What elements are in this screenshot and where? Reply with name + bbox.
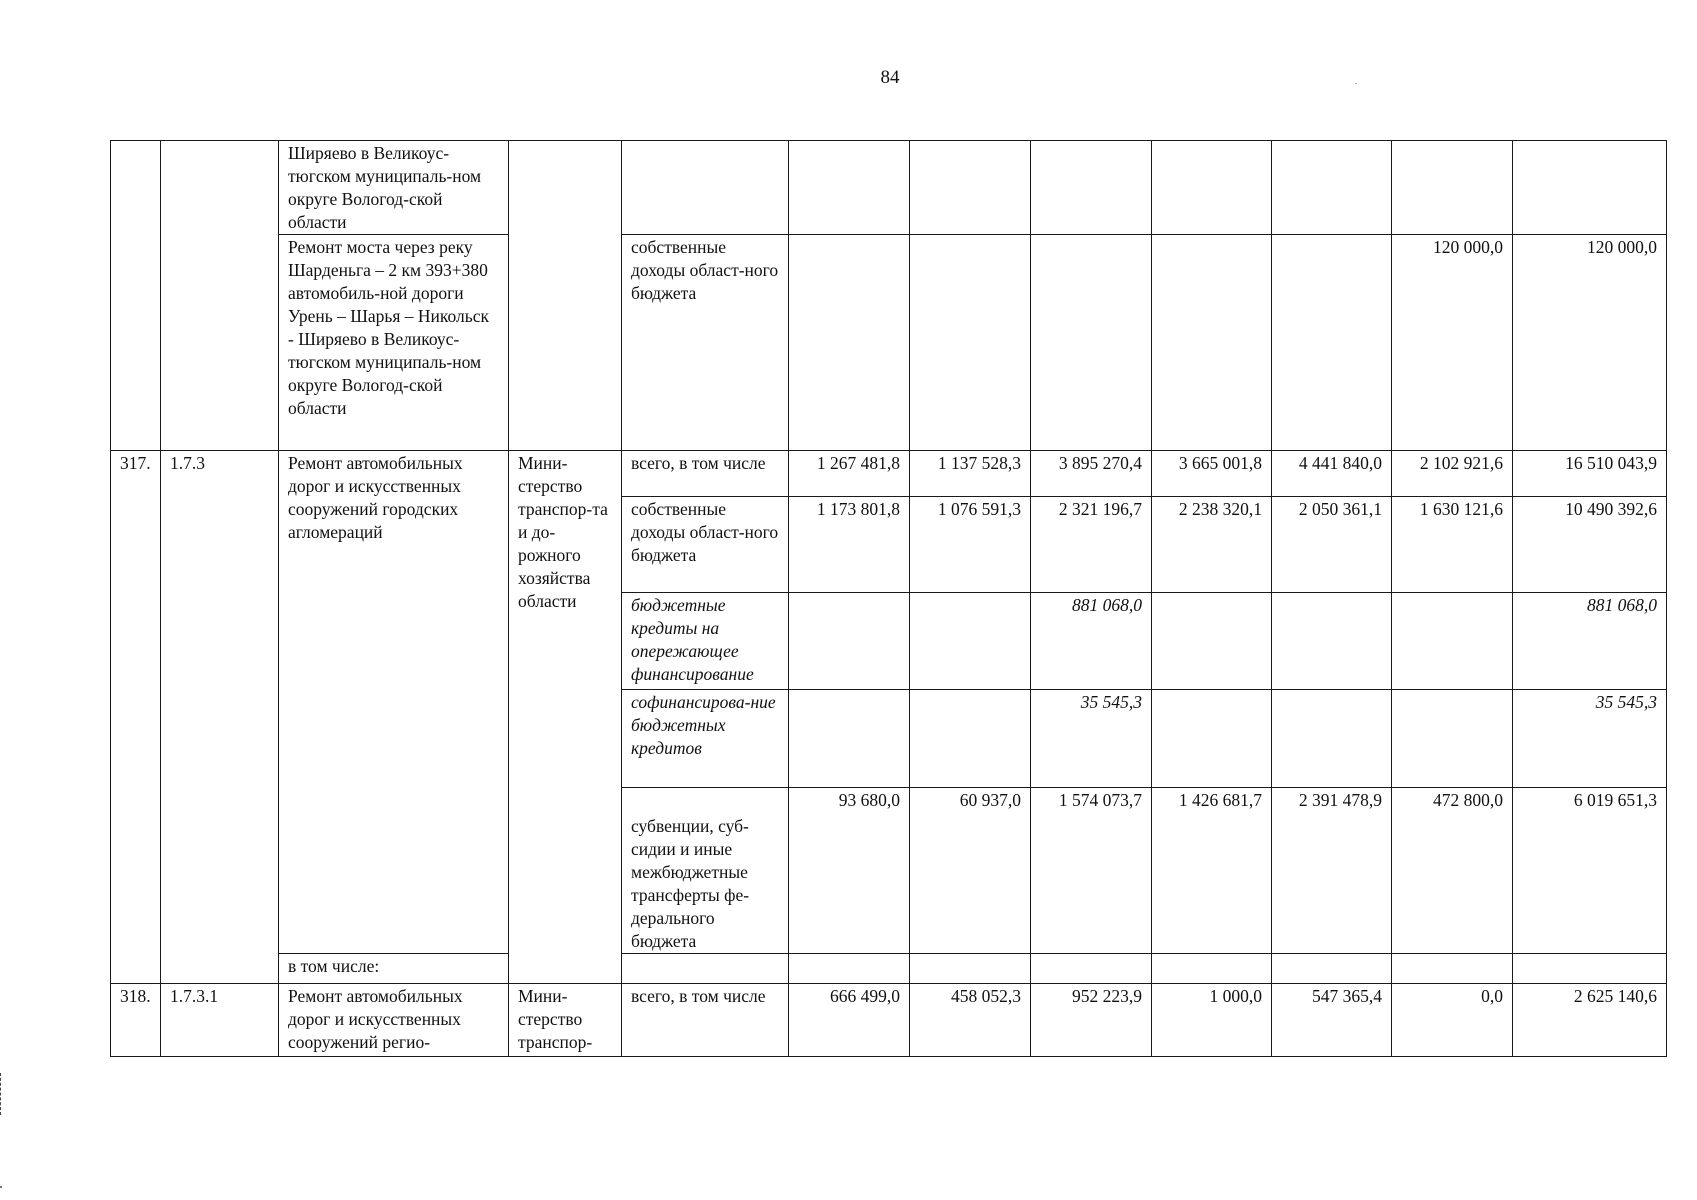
source-cell: всего, в том числе	[622, 451, 789, 497]
total-cell: 2 625 140,6	[1513, 984, 1667, 1057]
total-cell: 35 545,3	[1513, 690, 1667, 788]
total-cell: 120 000,0	[1513, 235, 1667, 451]
value-cell	[1031, 235, 1152, 451]
value-cell: 2 321 196,7	[1031, 497, 1152, 593]
value-cell: 1 574 073,7	[1031, 788, 1152, 954]
value-cell: 1 426 681,7	[1152, 788, 1272, 954]
executor-cell	[509, 141, 622, 451]
value-cell	[910, 593, 1031, 690]
value-cell	[789, 235, 910, 451]
source-cell: собственные доходы област-ного бюджета	[622, 497, 789, 593]
value-cell: 1 137 528,3	[910, 451, 1031, 497]
value-cell: 952 223,9	[1031, 984, 1152, 1057]
value-cell	[1272, 593, 1392, 690]
source-cell: всего, в том числе	[622, 984, 789, 1057]
value-cell: 1 630 121,6	[1392, 497, 1513, 593]
value-cell	[1152, 954, 1272, 984]
page-number: 84	[880, 67, 900, 88]
value-cell	[789, 141, 910, 235]
value-cell	[910, 235, 1031, 451]
value-cell	[910, 954, 1031, 984]
budget-table	[110, 140, 1667, 1057]
value-cell: 3 895 270,4	[1031, 451, 1152, 497]
value-cell: 547 365,4	[1272, 984, 1392, 1057]
value-cell: 666 499,0	[789, 984, 910, 1057]
value-cell	[1152, 235, 1272, 451]
total-cell: 16 510 043,9	[1513, 451, 1667, 497]
source-cell	[622, 954, 789, 984]
value-cell: 2 050 361,1	[1272, 497, 1392, 593]
value-cell: 458 052,3	[910, 984, 1031, 1057]
row-name-cell: Ремонт автомобильных дорог и искусственных сооружений регио-	[279, 984, 509, 1057]
value-cell	[1513, 954, 1667, 984]
scan-speck	[0, 1186, 2, 1188]
scan-margin-marks	[0, 1073, 7, 1115]
value-cell: 60 937,0	[910, 788, 1031, 954]
value-cell	[789, 593, 910, 690]
value-cell: 0,0	[1392, 984, 1513, 1057]
scan-speck	[1355, 83, 1357, 84]
table-row	[111, 235, 1667, 451]
value-cell	[1392, 141, 1513, 235]
row-num-cell: 318.	[111, 984, 161, 1057]
value-cell: 2 238 320,1	[1152, 497, 1272, 593]
value-cell	[1392, 593, 1513, 690]
value-cell: 2 102 921,6	[1392, 451, 1513, 497]
value-cell: 1 000,0	[1152, 984, 1272, 1057]
value-cell: 93 680,0	[789, 788, 910, 954]
value-cell	[1272, 954, 1392, 984]
value-cell	[1272, 235, 1392, 451]
row-num-cell: 317.	[111, 451, 161, 984]
value-cell	[910, 141, 1031, 235]
value-cell: 1 267 481,8	[789, 451, 910, 497]
value-cell	[1152, 141, 1272, 235]
value-cell	[910, 690, 1031, 788]
executor-cell: Мини-стерство транспор-та и до-рожного хозяйства области	[509, 451, 622, 984]
value-cell	[1513, 141, 1667, 235]
source-cell: бюджетные кредиты на опережающее финансирование	[622, 593, 789, 690]
total-cell: 6 019 651,3	[1513, 788, 1667, 954]
value-cell: 881 068,0	[1031, 593, 1152, 690]
value-cell	[1152, 593, 1272, 690]
row-name-cell: Ремонт автомобильных дорог и искусственных сооружений городских агломераций	[279, 451, 509, 954]
value-cell	[1031, 954, 1152, 984]
value-cell	[789, 954, 910, 984]
source-cell: субвенции, суб-сидии и иные межбюджетные трансферты фе-дерального бюджета	[622, 788, 789, 954]
table-row	[111, 954, 1667, 984]
source-cell: софинансирова-ние бюджетных кредитов	[622, 690, 789, 788]
value-cell: 1 076 591,3	[910, 497, 1031, 593]
row-name-cell: Ремонт моста через реку Шарденьга – 2 км 393+380 автомобиль-ной дороги Урень – Шарья – Никольск - Ширяево в Великоус-тюгском муниципаль-ном округе Вологод-ской области	[279, 235, 509, 451]
value-cell	[1031, 141, 1152, 235]
value-cell	[1272, 690, 1392, 788]
value-cell	[1392, 954, 1513, 984]
source-cell	[622, 141, 789, 235]
table-row	[111, 141, 1667, 235]
value-cell	[1152, 690, 1272, 788]
row-code-cell: 1.7.3	[161, 451, 279, 984]
value-cell	[1392, 690, 1513, 788]
value-cell: 3 665 001,8	[1152, 451, 1272, 497]
value-cell: 4 441 840,0	[1272, 451, 1392, 497]
including-label: в том числе:	[279, 954, 509, 984]
row-code-cell	[161, 141, 279, 451]
value-cell: 120 000,0	[1392, 235, 1513, 451]
row-num-cell	[111, 141, 161, 451]
row-code-cell: 1.7.3.1	[161, 984, 279, 1057]
total-cell: 881 068,0	[1513, 593, 1667, 690]
value-cell	[1272, 141, 1392, 235]
value-cell: 1 173 801,8	[789, 497, 910, 593]
value-cell: 35 545,3	[1031, 690, 1152, 788]
row-name-cell: Ширяево в Великоус-тюгском муниципаль-ном округе Вологод-ской области	[279, 141, 509, 235]
source-cell: собственные доходы област-ного бюджета	[622, 235, 789, 451]
executor-cell: Мини-стерство транспор-	[509, 984, 622, 1057]
table-row	[111, 984, 1667, 1057]
value-cell: 2 391 478,9	[1272, 788, 1392, 954]
value-cell: 472 800,0	[1392, 788, 1513, 954]
value-cell	[789, 690, 910, 788]
table-row	[111, 451, 1667, 497]
total-cell: 10 490 392,6	[1513, 497, 1667, 593]
